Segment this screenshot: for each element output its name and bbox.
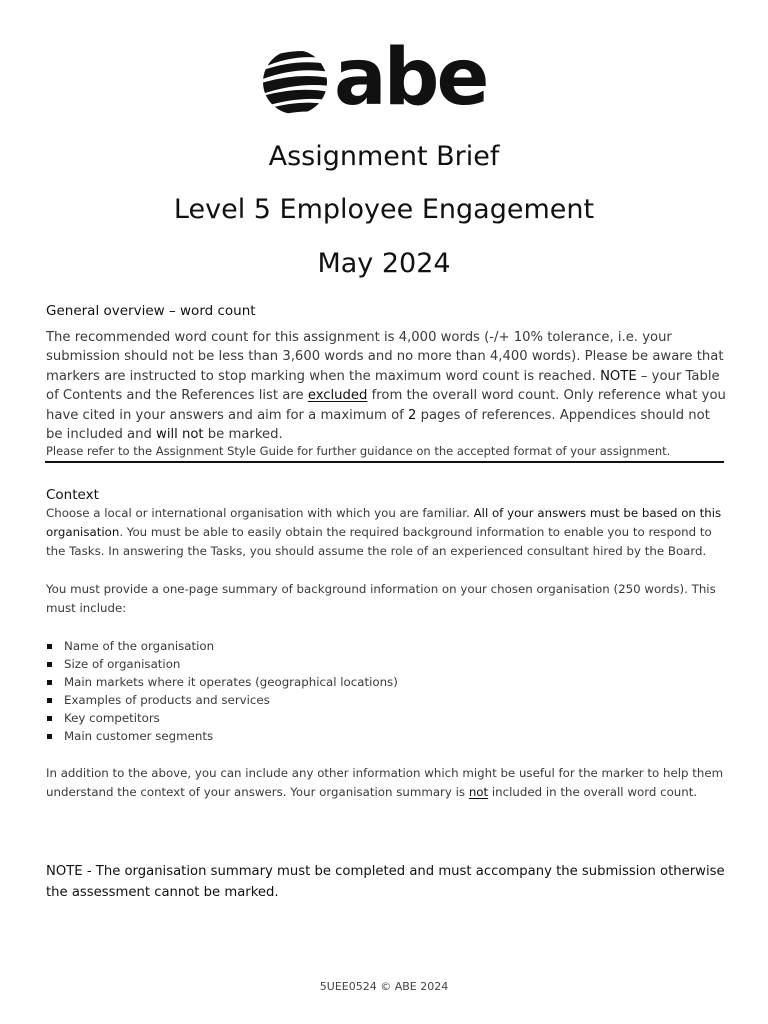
list-item-text: Main customer segments — [64, 728, 214, 743]
bullet-icon — [47, 734, 52, 739]
abe-swirl-logo-icon — [258, 46, 332, 116]
list-item — [46, 674, 398, 692]
overview-text-4: pages of references. Appendices should not be included and — [46, 407, 710, 443]
context-paragraph-3 — [46, 764, 731, 802]
context-text-3a: In addition to the above, you can include any other information which might be useful for the marker to help them understand the context of your answers. Your organisation summary is — [46, 766, 724, 800]
context-emphasis: All of your answers must be based on this organisation — [46, 506, 722, 540]
style-guide-note: Please refer to the Assignment Style Guide for further guidance on the accepted format of your assignment. — [46, 444, 671, 458]
bullet-icon — [47, 698, 52, 703]
overview-paragraph — [46, 328, 726, 444]
overview-text-2: – your Table of Contents and the References list are — [46, 368, 720, 404]
list-item-text: Name of the organisation — [64, 639, 215, 653]
not-word: not — [468, 785, 489, 800]
page-footer: 5UEE0524 © ABE 2024 — [319, 980, 449, 993]
abe-logo-text: abe — [334, 33, 487, 123]
excluded-word: excluded — [307, 388, 368, 404]
summary-requirements-list — [46, 638, 398, 745]
bullet-icon — [47, 680, 52, 685]
session-date: May 2024 — [317, 248, 451, 279]
page-limit-number: 2 — [408, 407, 417, 423]
context-text-1c: . You must be able to easily obtain the required background information to enable you to respond to the Tasks. In answering the Tasks, you should assume the role of an experienced consultant hired by the Board. — [46, 525, 712, 559]
list-item-text: Key competitors — [64, 710, 160, 725]
context-text-3c: included in the overall word count. — [488, 785, 698, 800]
course-title: Level 5 Employee Engagement — [173, 194, 595, 225]
list-item — [46, 728, 398, 746]
will-not-phrase: will not — [156, 427, 204, 443]
note-label: NOTE — [600, 368, 637, 384]
list-item — [46, 656, 398, 674]
list-item-text: Main markets where it operates (geographical locations) — [64, 674, 398, 689]
overview-text-5: be marked. — [203, 427, 283, 443]
context-heading: Context — [46, 487, 99, 503]
list-item — [46, 638, 398, 656]
abe-logo — [258, 33, 510, 123]
bullet-icon — [47, 662, 52, 667]
context-text-1a: Choose a local or international organisation with which you are familiar. — [46, 506, 474, 520]
bullet-icon — [47, 716, 52, 721]
organisation-summary-note: NOTE - The organisation summary must be completed and must accompany the submission otherwise the assessment cannot be marked. — [46, 864, 725, 900]
overview-text-3: from the overall word count. Only reference what you have cited in your answers and aim for a maximum of — [46, 388, 726, 423]
list-item-text: Size of organisation — [64, 656, 181, 671]
list-item — [46, 710, 398, 728]
context-paragraph-1 — [46, 504, 731, 562]
list-item-text: Examples of products and services — [64, 692, 270, 707]
list-item — [46, 692, 398, 710]
section-divider — [45, 461, 724, 463]
bullet-icon — [47, 644, 52, 649]
overview-heading: General overview – word count — [46, 303, 256, 319]
overview-text-1: The recommended word count for this assignment is 4,000 words (-/+ 10% tolerance, i.e. your submission should not be less than 3,600 words and no more than 4,400 words). Please be aware that markers are instructed to stop marking when the maximum word count is reached. — [46, 330, 724, 384]
context-paragraph-2: You must provide a one-page summary of background information on your chosen organisation (250 words). This must include: — [46, 582, 716, 616]
document-title: Assignment Brief — [268, 141, 500, 172]
